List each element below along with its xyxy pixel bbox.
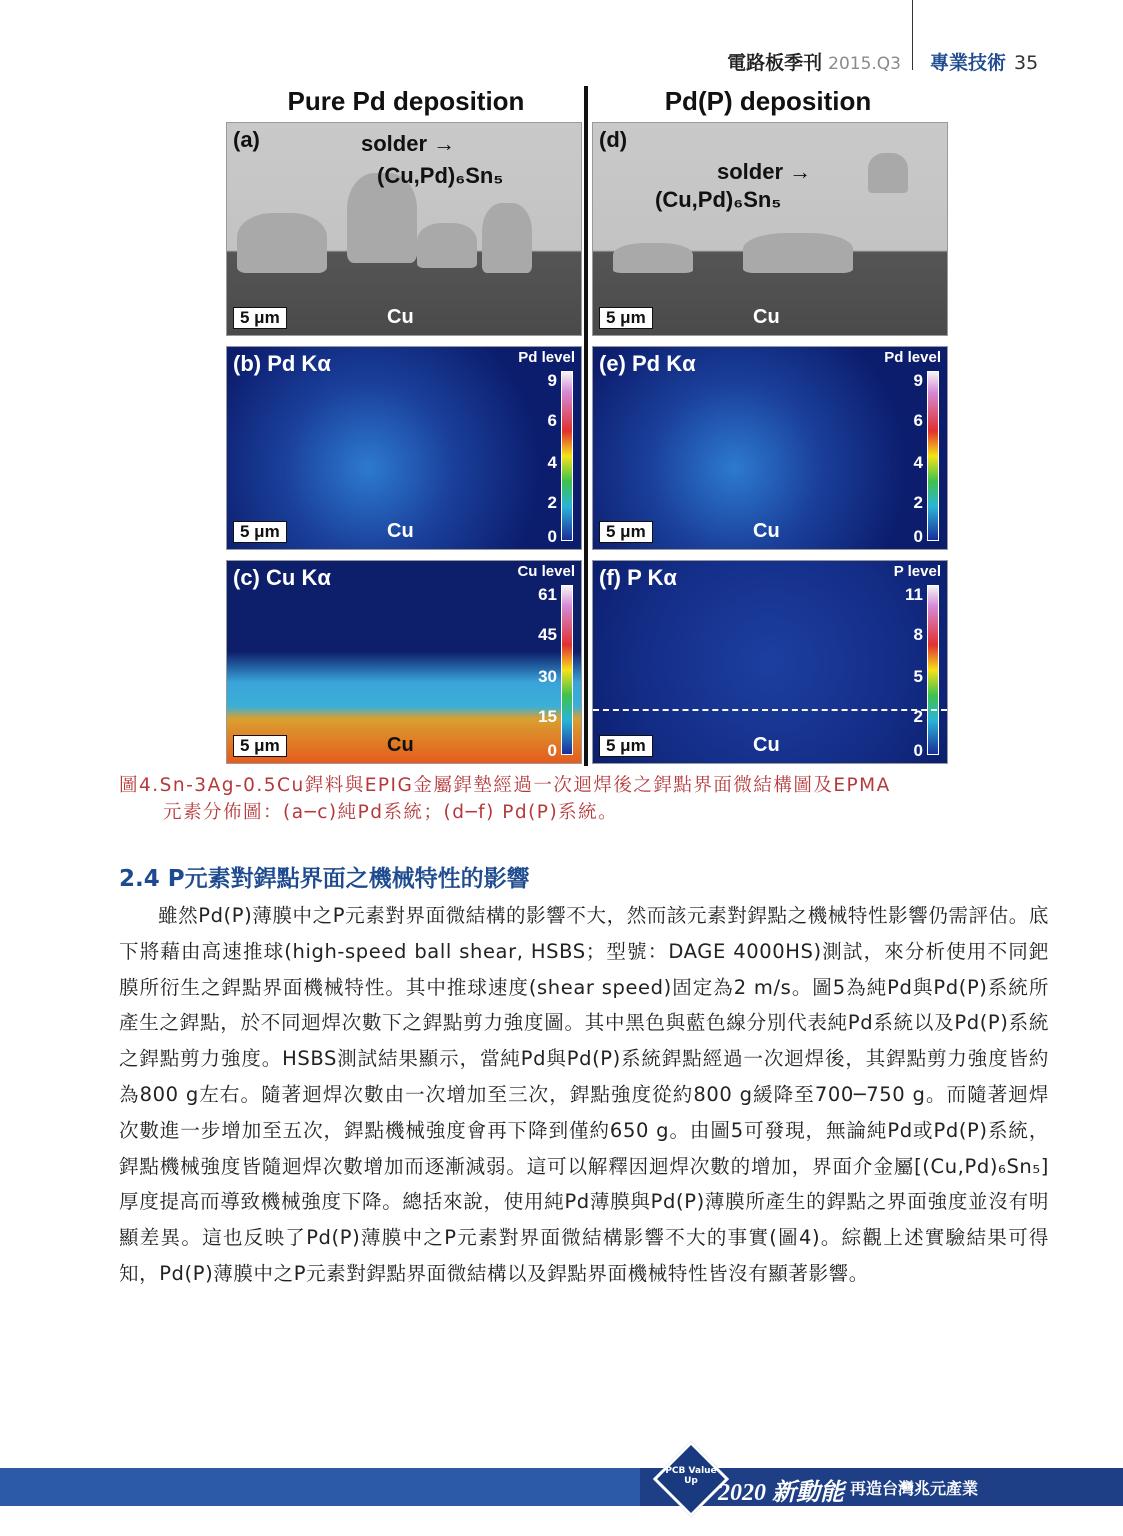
panel-e-level-tick: 6	[913, 411, 923, 430]
panel-d-substrate-label: Cu	[753, 306, 780, 328]
panel-d-solder-label: solder →	[717, 159, 812, 184]
caption-line-2: 元素分佈圖：(a─c)純Pd系統；(d─f) Pd(P)系統。	[163, 802, 619, 823]
panel-b-level-title: Pd level	[518, 349, 575, 366]
panel-b-level-tick: 6	[547, 411, 557, 430]
panel-a-scale-bar: 5 μm	[233, 307, 287, 329]
running-header	[727, 48, 901, 75]
footer-slogan: 再造台灣兆元產業	[850, 1479, 979, 1498]
body-paragraph: 雖然Pd(P)薄膜中之P元素對界面微結構的影響不大，然而該元素對銲點之機械特性影響仍需評估。底下將藉由高速推球(high-speed ball shear, HSBS；型號：DAGE 4000HS)測試，來分析使用不同鈀膜所衍生之銲點界面機械特性。其中推球速度(shear speed)固定為2 m/s。圖5為純Pd與Pd(P)系統所產生之銲點，於不同迴焊次數下之銲點剪力強度圖。其中黑色與藍色線分別代表純Pd系統以及Pd(P)系統之銲點剪力強度。HSBS測試結果顯示，當純Pd與Pd(P)系統銲點經過一次迴焊後，其銲點剪力強度皆約為800 g左右。隨著迴焊次數由一次增加至三次，銲點強度從約800 g緩降至700─750 g。而隨著迴焊次數進一步增加至五次，銲點機械強度會再下降到僅約650 g。由圖5可發現，無論純Pd或Pd(P)系統，銲點機械強度皆隨迴焊次數增加而逐漸減弱。這可以解釋因迴焊次數的增加，界面介金屬[(Cu,Pd)₆Sn₅]厚度提高而導致機械強度下降。總括來說，使用純Pd薄膜與Pd(P)薄膜所產生的銲點之界面強度並沒有明顯差異。這也反映了Pd(P)薄膜中之P元素對界面微結構影響不大的事實(圖4)。綜觀上述實驗結果可得知，Pd(P)薄膜中之P元素對銲點界面微結構以及銲點界面機械特性皆沒有顯著影響。	[119, 904, 1049, 1285]
figure-4	[226, 86, 948, 766]
panel-f-p-map	[592, 560, 948, 764]
panel-c-level-tick: 30	[538, 667, 557, 686]
panel-e-color-scale	[927, 371, 939, 541]
panel-e-level-min: 0	[913, 527, 923, 546]
panel-f-level-tick: 5	[913, 667, 923, 686]
panel-e-level-max: 9	[913, 371, 923, 390]
panel-f-level-min: 0	[913, 741, 923, 760]
page-number: 35	[1014, 52, 1039, 74]
section-heading: 2.4 P元素對銲點界面之機械特性的影響	[119, 866, 530, 892]
panel-f-level-title: P level	[893, 563, 941, 580]
panel-f-level-tick: 8	[913, 625, 923, 644]
panel-c-substrate-label: Cu	[387, 734, 414, 756]
section-header	[930, 48, 1038, 75]
panel-c-scale-bar: 5 μm	[233, 735, 287, 757]
panel-d-label: (d)	[599, 127, 628, 152]
panel-e-scale-bar: 5 μm	[599, 521, 653, 543]
right-column-title: Pd(P) deposition	[664, 86, 872, 116]
panel-b-pd-map	[226, 346, 582, 550]
magazine-name: 電路板季刊	[727, 52, 823, 74]
panel-a-label: (a)	[233, 127, 260, 152]
panel-c-level-min: 0	[547, 741, 557, 760]
panel-b-level-tick: 4	[547, 453, 557, 472]
panel-f-scale-bar: 5 μm	[599, 735, 653, 757]
panel-f-level-tick: 2	[913, 707, 923, 726]
panel-f-interface-line	[593, 709, 947, 711]
panel-f-level-max: 11	[905, 585, 923, 604]
left-column-title: Pure Pd deposition	[287, 86, 525, 116]
panel-e-label: (e) Pd Kα	[599, 351, 696, 376]
panel-b-level-tick: 2	[547, 493, 557, 512]
panel-b-substrate-label: Cu	[387, 520, 414, 542]
panel-d-imc-label: (Cu,Pd)₆Sn₅	[655, 187, 782, 212]
panel-c-level-tick: 45	[538, 625, 557, 644]
panel-c-level-max: 61	[538, 585, 557, 604]
panel-a-solder-label: solder →	[361, 131, 456, 156]
panel-c-level-tick: 15	[538, 707, 557, 726]
body-text	[119, 898, 1049, 1292]
panel-c-level-title: Cu level	[517, 563, 575, 580]
panel-e-level-tick: 2	[913, 493, 923, 512]
panel-e-pd-map	[592, 346, 948, 550]
panel-f-substrate-label: Cu	[753, 734, 780, 756]
logo-text: PCB Value Up	[665, 1466, 717, 1486]
panel-b-label: (b) Pd Kα	[233, 351, 331, 376]
header-divider	[912, 0, 913, 70]
caption-line-1: 圖4.Sn-3Ag-0.5Cu銲料與EPIG金屬銲墊經過一次迴焊後之銲點界面微結構圖及EPMA	[119, 775, 891, 796]
panel-f-label: (f) P Kα	[599, 565, 677, 590]
section-name: 專業技術	[930, 52, 1007, 74]
panel-e-substrate-label: Cu	[753, 520, 780, 542]
issue-number: 2015.Q3	[828, 54, 901, 74]
panel-c-color-scale	[561, 585, 573, 755]
panel-b-level-max: 9	[547, 371, 557, 390]
panel-e-level-tick: 4	[913, 453, 923, 472]
figure-caption	[119, 772, 1059, 826]
panel-e-level-title: Pd level	[884, 349, 941, 366]
panel-a-substrate-label: Cu	[387, 306, 414, 328]
panel-b-color-scale	[561, 371, 573, 541]
panel-a-sem-image	[226, 122, 582, 336]
panel-c-label: (c) Cu Kα	[233, 565, 331, 590]
panel-d-sem-image	[592, 122, 948, 336]
panel-d-scale-bar: 5 μm	[599, 307, 653, 329]
panel-f-color-scale	[927, 585, 939, 755]
figure-divider	[584, 86, 588, 766]
panel-b-scale-bar: 5 μm	[233, 521, 287, 543]
panel-a-imc-label: (Cu,Pd)₆Sn₅	[377, 163, 504, 188]
panel-c-cu-map	[226, 560, 582, 764]
panel-b-level-min: 0	[547, 527, 557, 546]
footer-year: 2020 新動能	[718, 1480, 844, 1506]
